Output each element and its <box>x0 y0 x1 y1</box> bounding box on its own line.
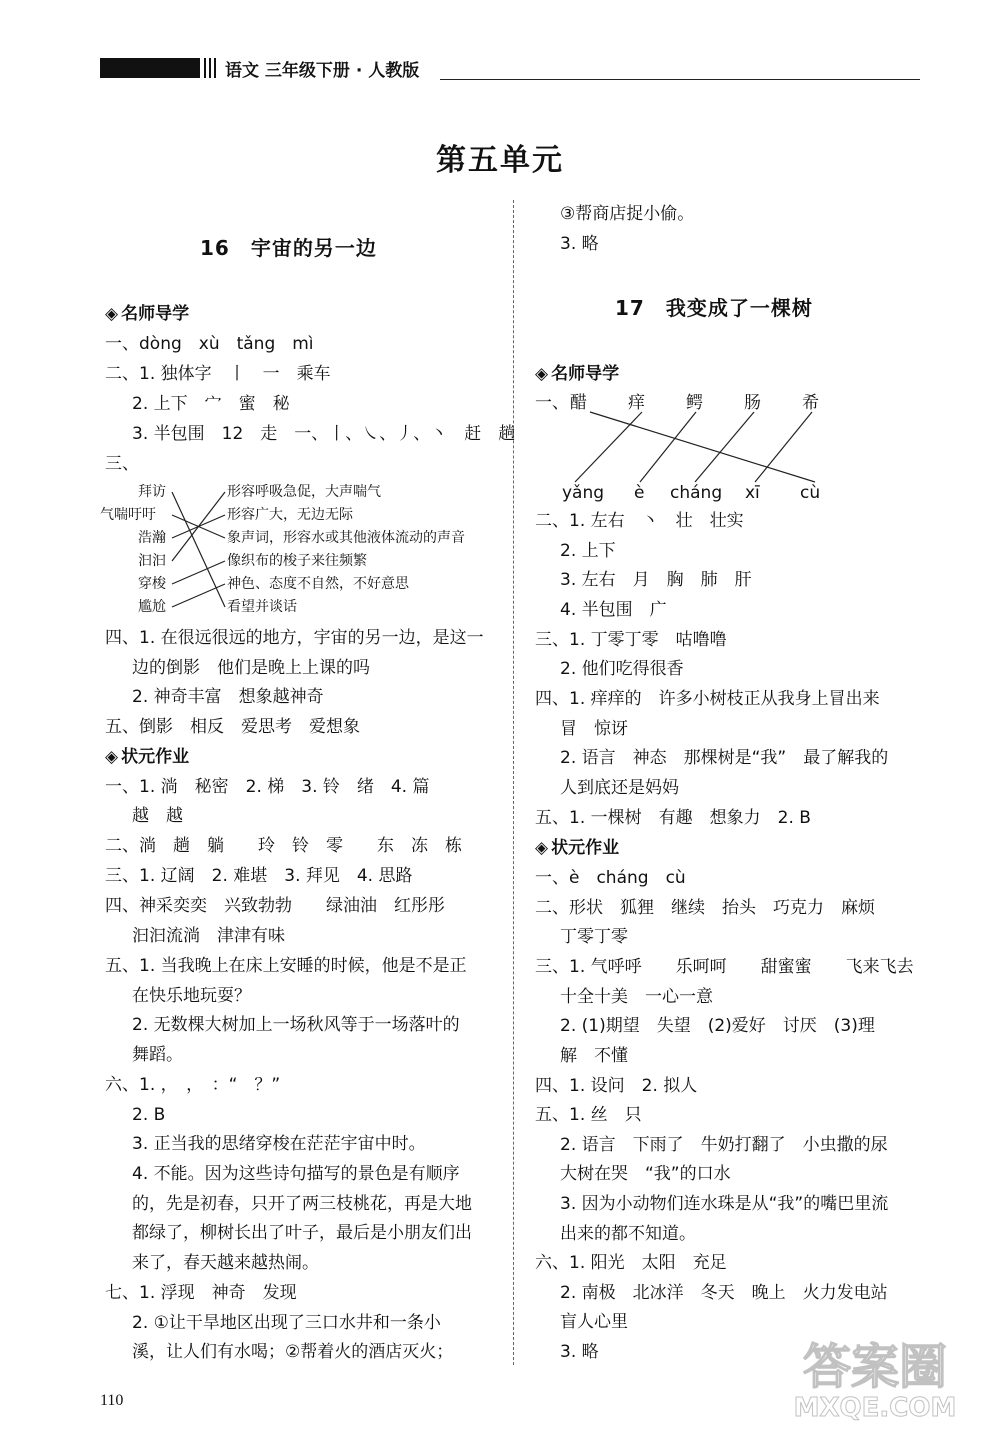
header-stripe <box>214 58 216 78</box>
match-line <box>575 412 642 482</box>
answer-line: 3. 略 <box>560 1342 599 1362</box>
answer-line: 2. (1)期望 失望 (2)爱好 讨厌 (3)理 <box>560 1016 875 1036</box>
answer-line: 来了，春天越来越热闹。 <box>132 1253 319 1273</box>
diamond-icon: ◈ <box>105 747 119 767</box>
section-heading: ◈ 名师导学 <box>535 364 620 384</box>
answer-line: 二、淌 趟 躺 玲 铃 零 东 冻 栋 <box>105 836 462 856</box>
answer-line: 解 不懂 <box>560 1046 628 1066</box>
match-character: 鳄 <box>686 393 703 413</box>
match-pinyin: xī <box>745 483 760 503</box>
match-character: 醋 <box>570 393 587 413</box>
answer-line: 四、1. 在很远很远的地方，宇宙的另一边，是这一 <box>105 628 484 648</box>
answer-line: 舞蹈。 <box>132 1045 183 1065</box>
match-meaning: 象声词，形容水或其他液体流动的声音 <box>227 530 465 546</box>
answer-line: 3. 半包围 12 走 一、丨、㇏、丿、丶 赶 趟 <box>132 424 516 444</box>
answer-line: 2. B <box>132 1105 166 1125</box>
answer-line: 3. 略 <box>560 234 599 254</box>
match-line <box>755 412 812 482</box>
match-character: 痒 <box>628 393 645 413</box>
answer-line: 2. ①让干旱地区出现了三口水井和一条小 <box>132 1313 441 1333</box>
answer-line: 五、倒影 相反 爱思考 爱想象 <box>105 717 360 737</box>
answer-line: 丁零丁零 <box>560 927 628 947</box>
match-word: 尴尬 <box>138 599 166 615</box>
match-meaning: 形容呼吸急促，大声喘气 <box>227 484 381 500</box>
match-line <box>172 492 225 607</box>
answer-line: 盲人心里 <box>560 1312 628 1332</box>
answer-line: 五、1. 当我晚上在床上安睡的时候，他是不是正 <box>105 956 467 976</box>
answer-line: 五、1. 一棵树 有趣 想象力 2. B <box>535 808 811 828</box>
page-number: 110 <box>100 1392 124 1409</box>
character-pinyin-matching <box>530 390 930 505</box>
answer-line: 3. 左右 月 胸 肺 肝 <box>560 570 752 590</box>
match-pinyin: cháng <box>670 483 723 503</box>
match-meaning: 像织布的梭子来往频繁 <box>227 553 367 569</box>
answer-line: 十全十美 一心一意 <box>560 987 713 1007</box>
match-line <box>172 561 225 584</box>
svg-text:答案圈: 答案圈 <box>802 1339 948 1395</box>
header-rule <box>440 79 920 80</box>
lesson-title-16: 16 宇宙的另一边 <box>200 236 377 260</box>
match-meaning: 形容广大，无边无际 <box>227 507 353 523</box>
svg-text:MXQE.COM: MXQE.COM <box>793 1393 957 1423</box>
answer-line: 溪，让人们有水喝；②帮着火的酒店灭火； <box>132 1342 454 1362</box>
header-black-bar <box>100 58 200 78</box>
word-meaning-matching <box>100 480 500 620</box>
answer-line: 3. 因为小动物们连水珠是从“我”的嘴巴里流 <box>560 1194 889 1214</box>
lesson-title-17: 17 我变成了一棵树 <box>615 296 813 320</box>
match-character: 希 <box>802 393 819 413</box>
match-meaning: 看望并谈话 <box>227 599 297 615</box>
answer-line: 出来的都不知道。 <box>560 1224 696 1244</box>
matching-lines <box>530 390 930 505</box>
answer-line: 一、è cháng cù <box>535 868 686 888</box>
match-word: 拜访 <box>138 484 166 500</box>
answer-line: ③帮商店捉小偷。 <box>560 204 695 224</box>
answer-line: 一、 <box>535 393 569 413</box>
diamond-icon: ◈ <box>105 304 119 324</box>
match-word: 浩瀚 <box>138 530 166 546</box>
answer-line: 一、dòng xù tǎng mì <box>105 334 314 354</box>
answer-line: 二、1. 独体字 丨 一 乘车 <box>105 364 331 384</box>
section-heading: ◈ 状元作业 <box>535 838 620 858</box>
answer-line: 汩汩流淌 津津有味 <box>132 926 285 946</box>
book-title: 语文 三年级下册 · 人教版 <box>225 61 420 81</box>
header-stripe <box>209 58 211 78</box>
answer-line: 越 越 <box>132 806 183 826</box>
answer-line: 七、1. 浮现 神奇 发现 <box>105 1283 297 1303</box>
diamond-icon: ◈ <box>535 838 549 858</box>
section-heading: ◈ 状元作业 <box>105 747 190 767</box>
answer-line: 4. 半包围 广 <box>560 600 667 620</box>
answer-line: 在快乐地玩耍？ <box>132 986 251 1006</box>
match-pinyin: yǎng <box>562 483 605 503</box>
match-line <box>590 412 815 482</box>
column-divider <box>513 200 514 1365</box>
answer-line: 三、1. 气呼呼 乐呵呵 甜蜜蜜 飞来飞去 <box>535 957 914 977</box>
match-character: 肠 <box>744 393 761 413</box>
diamond-icon: ◈ <box>535 364 549 384</box>
match-pinyin: cù <box>800 483 821 503</box>
match-word: 气喘吁吁 <box>100 507 156 523</box>
match-line <box>172 584 225 607</box>
match-word: 汩汩 <box>138 553 166 569</box>
answer-line: 2. 上下 宀 蜜 秘 <box>132 394 290 414</box>
answer-line: 2. 无数棵大树加上一场秋风等于一场落叶的 <box>132 1015 460 1035</box>
match-pinyin: è <box>634 483 645 503</box>
running-header <box>100 55 920 81</box>
header-stripe <box>204 58 206 78</box>
answer-line: 4. 不能。因为这些诗句描写的景色是有顺序 <box>132 1164 460 1184</box>
answer-line: 的，先是初春，只开了两三枝桃花，再是大地 <box>132 1194 472 1214</box>
answer-line: 2. 他们吃得很香 <box>560 659 684 679</box>
answer-line: 都绿了，柳树长出了叶子，最后是小朋友们出 <box>132 1223 472 1243</box>
answer-line: 三、1. 辽阔 2. 难堪 3. 拜见 4. 思路 <box>105 866 413 886</box>
answer-line: 2. 语言 神态 那棵树是“我” 最了解我的 <box>560 748 889 768</box>
answer-line: 六、1. ， ， ：“ ？” <box>105 1075 281 1095</box>
matching-lines <box>100 480 500 620</box>
answer-line: 四、1. 痒痒的 许多小树枝正从我身上冒出来 <box>535 689 880 709</box>
answer-line: 2. 神奇丰富 想象越神奇 <box>132 687 324 707</box>
answer-line: 四、神采奕奕 兴致勃勃 绿油油 红彤彤 <box>105 896 445 916</box>
answer-line: 2. 语言 下雨了 牛奶打翻了 小虫撒的尿 <box>560 1135 888 1155</box>
answer-line: 六、1. 阳光 太阳 充足 <box>535 1253 727 1273</box>
answer-line: 三、 <box>105 454 139 474</box>
match-line <box>640 412 696 482</box>
answer-line: 四、1. 设问 2. 拟人 <box>535 1076 698 1096</box>
answer-line: 二、形状 狐狸 继续 抬头 巧克力 麻烦 <box>535 898 875 918</box>
unit-title: 第五单元 <box>436 143 564 178</box>
answer-line: 一、1. 淌 秘密 2. 梯 3. 铃 绪 4. 篇 <box>105 777 430 797</box>
answer-line: 五、1. 丝 只 <box>535 1105 642 1125</box>
answer-line: 2. 南极 北冰洋 冬天 晚上 火力发电站 <box>560 1283 888 1303</box>
match-word: 穿梭 <box>138 576 166 592</box>
answer-line: 边的倒影 他们是晚上上课的吗 <box>132 658 370 678</box>
answer-line: 大树在哭 “我”的口水 <box>560 1164 731 1184</box>
answer-line: 2. 上下 <box>560 541 616 561</box>
answer-line: 冒 惊讶 <box>560 719 628 739</box>
section-heading: ◈ 名师导学 <box>105 304 190 324</box>
answer-line: 二、1. 左右 丶 壮 壮实 <box>535 511 744 531</box>
match-meaning: 神色、态度不自然，不好意思 <box>227 576 409 592</box>
answer-line: 3. 正当我的思绪穿梭在茫茫宇宙中时。 <box>132 1134 426 1154</box>
watermark-logo <box>770 1328 980 1423</box>
answer-line: 人到底还是妈妈 <box>560 778 679 798</box>
answer-line: 三、1. 丁零丁零 咕噜噜 <box>535 630 727 650</box>
